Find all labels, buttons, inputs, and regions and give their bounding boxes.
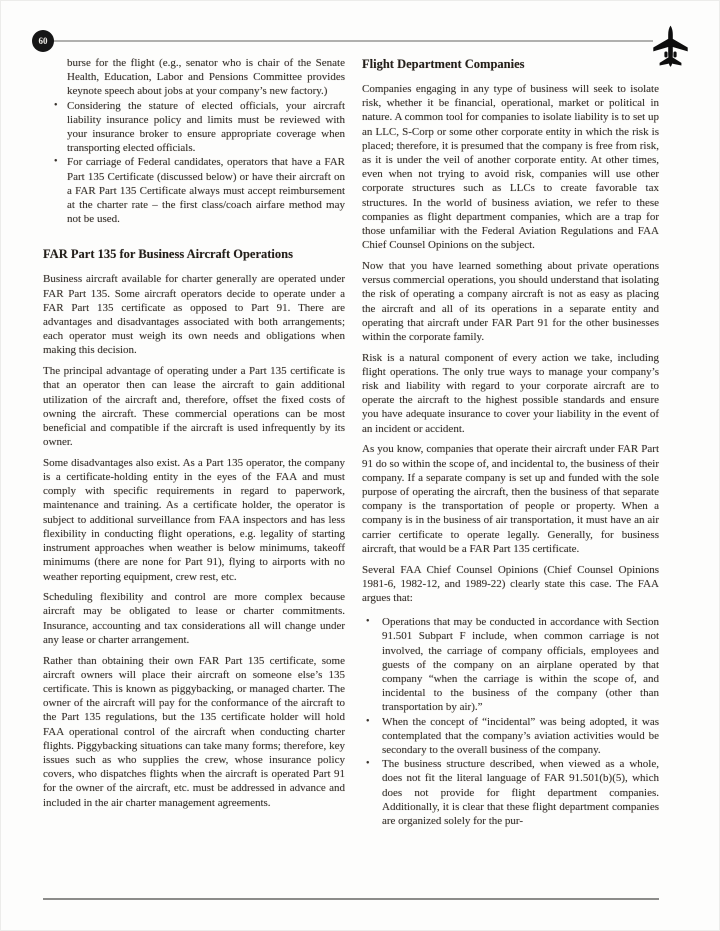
list-item bbox=[54, 155, 345, 226]
two-column-text bbox=[43, 51, 659, 828]
list-item-text: The business structure described, when viewed as a whole, does not fit the literal language of FAR 91.501(b)(5), which does not provide for flight department companies. Additionally, it is clear that these flight department companies are organized solely for the pur- bbox=[382, 758, 659, 827]
list-item-text: For carriage of Federal candidates, operators that have a FAR Part 135 Certificate (discussed below) or have their aircraft on a FAR Part 135 Certificate always must accept reimbursement at the charter rate – the first class/coach airfare method may not be used. bbox=[67, 156, 345, 226]
list-item-text: When the concept of “incidental” was being adopted, it was contemplated that the company’s aviation activities would be secondary to the overall business of the company. bbox=[382, 715, 659, 756]
body-paragraph: Business aircraft available for charter generally are operated under FAR Part 135. Some aircraft operators decide to operate under a FAR Part 135 certificate as opposed to Part 91. There are advantages and disadvantages associated with both arrangements; each operator must weigh its own needs and obligations when making this decision. bbox=[43, 273, 345, 357]
right-column bbox=[362, 51, 659, 828]
bullet-icon: • bbox=[366, 758, 370, 770]
body-paragraph: Risk is a natural component of every action we take, including flight operations. The only true ways to manage your company’s risk and liability with regard to your corporate aircraft are to operate the aircraft to the highest possible standards and ensure you have adequate insurance to cover your liability in the event of an incident or accident. bbox=[362, 351, 659, 435]
list-item-text: burse for the flight (e.g., senator who is chair of the Senate Health, Education, Labor and Pensions Committee provides keynote speech about jobs at your company’s new factory.) bbox=[67, 57, 345, 98]
body-paragraph: Rather than obtaining their own FAR Part 135 certificate, some aircraft owners will place their aircraft on someone else’s 135 certificate. This is known as piggybacking, or managed charter. The owner of the aircraft will pay for the conformance of the aircraft to the Part 135 regulations, but the 135 certificate holder will hold FAA operational control of the aircraft when conducting charter flights. Piggybacking situations can take many forms; therefore, key issues such as who supplies the crew, whose insurance policy covers, who dispatches flights when the aircraft is operated Part 91 for the owner of the aircraft, etc. must be addressed in advance and included in the air charter management agreements. bbox=[43, 654, 345, 809]
page-number-badge bbox=[32, 30, 54, 52]
list-item bbox=[366, 615, 659, 714]
footer-rule bbox=[43, 898, 659, 900]
body-paragraph: Companies engaging in any type of business will seek to isolate risk, whether it be financial, operational, market or political in nature. A common tool for companies to isolate liability is to set up an LLC, S-Corp or some other corporate entity in which the risk is placed; therefore, it is presumed that the company is free from risk, as it is under the veil of another corporate entity. At other times, even when not trying to avoid risk, companies will use other corporate structures such as LLCs to create favorable tax structures. In the world of business aviation, we refer to these companies as flight department companies, which are a trap for those unfamiliar with the Federal Aviation Regulations and FAA Chief Counsel Opinions on the subject. bbox=[362, 83, 659, 252]
header-rule bbox=[53, 40, 653, 42]
bullet-icon: • bbox=[366, 616, 370, 628]
bullet-spacer bbox=[54, 56, 67, 99]
list-item-text: Operations that may be conducted in accordance with Section 91.501 Subpart F include, when common carriage is not involved, the carriage of company officials, employees and guests of the company on an airplane operated by that company “when the carriage is within the scope of, and incidental to the business of the company (other than transportation by air).” bbox=[382, 616, 659, 714]
list-item bbox=[54, 99, 345, 156]
bullet-icon: • bbox=[54, 156, 58, 168]
list-item bbox=[366, 757, 659, 828]
list-item-text: Considering the stature of elected officials, your aircraft liability insurance policy and limits must be reviewed with your insurance broker to ensure appropriate coverage when transporting elected officials. bbox=[67, 99, 345, 155]
list-item bbox=[366, 715, 659, 758]
bullet-icon: • bbox=[54, 99, 58, 111]
page-number: 60 bbox=[38, 36, 48, 46]
section-heading-far-part-135: FAR Part 135 for Business Aircraft Operations bbox=[43, 247, 293, 262]
left-column bbox=[43, 51, 345, 828]
left-bullet-list bbox=[43, 56, 345, 226]
body-paragraph: Scheduling flexibility and control are more complex because aircraft may be obligated to lease or charter commitments. Insurance, accounting and tax considerations all will change under any lease or charter arrangement. bbox=[43, 591, 345, 646]
body-paragraph: The principal advantage of operating under a Part 135 certificate is that an operator then can lease the aircraft to gain additional utilization of the aircraft and, therefore, offset the fixed costs of owning the aircraft. These commercial operations can be most beneficial and compatible if the aircraft is used infrequently by its owner. bbox=[43, 365, 345, 449]
body-paragraph: Several FAA Chief Counsel Opinions (Chief Counsel Opinions 1981-6, 1982-12, and 1989-22) clearly state this case. The FAA argues that: bbox=[362, 563, 659, 604]
right-bullet-list bbox=[362, 615, 659, 828]
section-heading-flight-department-companies: Flight Department Companies bbox=[362, 57, 525, 71]
list-item-continuation bbox=[54, 56, 345, 99]
body-paragraph: Some disadvantages also exist. As a Part 135 operator, the company is a certificate-holding entity in the eyes of the FAA and must comply with specific requirements in regard to paperwork, maintenance and training. As a certificate holder, the operator is subject to additional surveillance from FAA inspectors and has less flexibility in conducting flight operations, e.g. legality of starting instrument approaches when weather is below minimums, takeoff minimums (there are none for Part 91), flying to airports with no weather reporting equipment, crew rest, etc. bbox=[43, 456, 345, 583]
bullet-icon: • bbox=[366, 715, 370, 727]
body-paragraph: As you know, companies that operate their aircraft under FAR Part 91 do so within the scope of, and incidental to, the business of their company. If a separate company is set up and funded with the sole purpose of operating the aircraft, then the business of that separate company is the transportation of people or property. When a company is in the business of air transportation, it must have an air carrier certificate to operate legally. Generally, for business aircraft, that would be a FAR Part 135 certificate. bbox=[362, 443, 659, 555]
body-paragraph: Now that you have learned something about private operations versus commercial operations, you should understand that isolating the risk of operating a company aircraft is not as easy as placing the aircraft and all of its operations in a separate entity and operating that aircraft under FAR Part 91 for the other businesses within the corporate family. bbox=[362, 259, 659, 343]
